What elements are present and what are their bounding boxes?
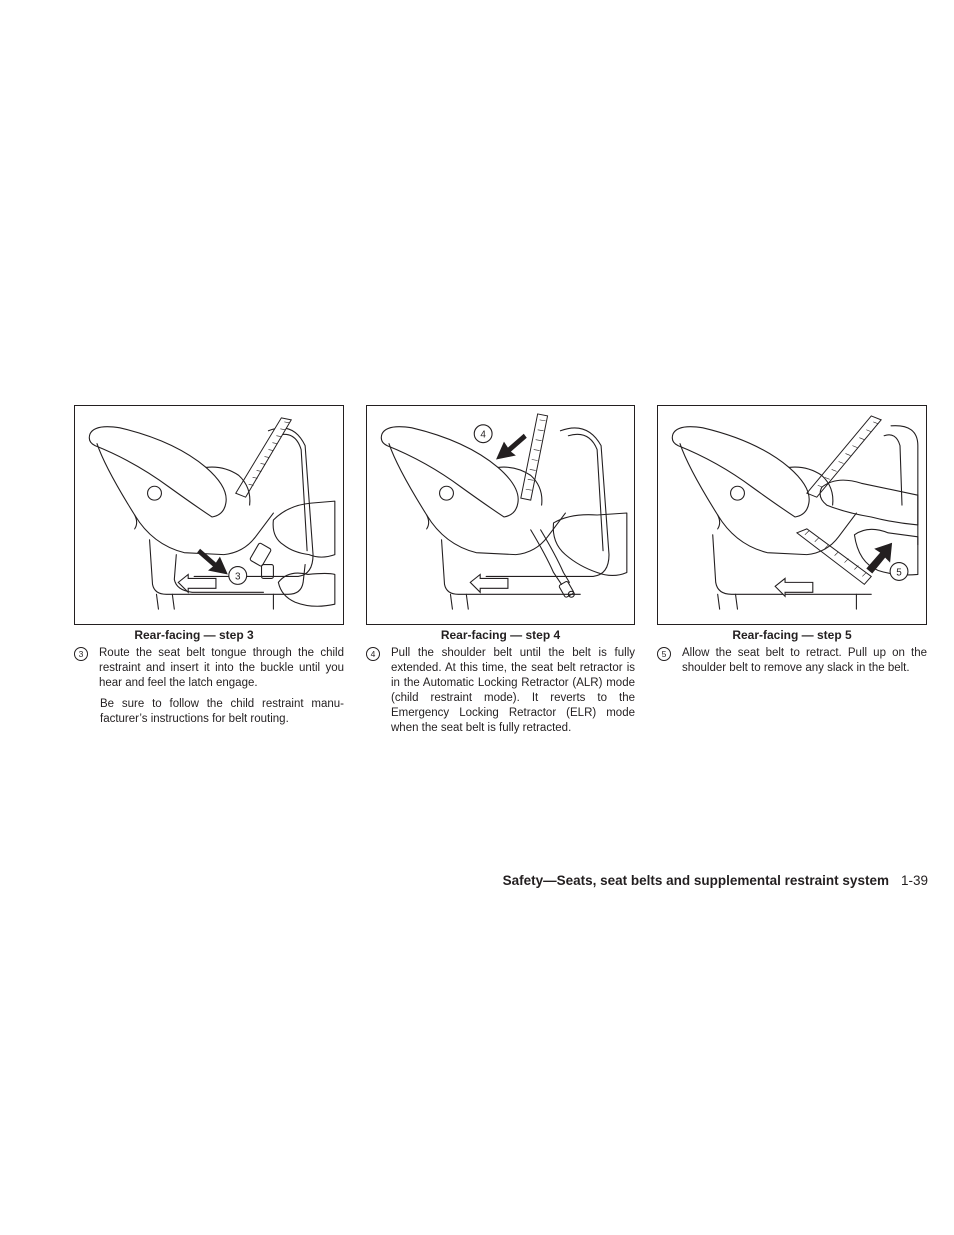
section-title: Safety—Seats, seat belts and supplemental restraint system	[502, 873, 889, 888]
child-seat-shell	[672, 427, 856, 555]
page-number: 1-39	[900, 873, 928, 888]
step-5-text: Allow the seat belt to retract. Pull up on the shoulder belt to remove any slack in the belt.	[682, 647, 927, 674]
step-5-instructions	[657, 646, 927, 676]
step-5-paragraph	[657, 646, 927, 676]
solid-arrow-icon	[496, 434, 527, 460]
belt-buckle	[250, 543, 274, 579]
circled-number-icon: 5	[657, 647, 671, 661]
step-4-text: Pull the shoulder belt until the belt is fully extended. At this time, the seat belt retractor is in the Automatic Locking Retractor (ALR) mode (child restraint mode). It reverts to the Emergency Locking Retractor (ELR) mode when the seat belt is fully retracted.	[391, 647, 635, 734]
illustration-step-5	[658, 406, 926, 624]
figure-caption-step-4: Rear-facing — step 4	[440, 628, 561, 642]
step-callout-5	[890, 563, 908, 581]
step-callout-4	[474, 425, 492, 443]
vehicle-seat-cushion	[442, 540, 581, 609]
outline-arrow-icon	[470, 574, 508, 592]
step-4-paragraph	[366, 646, 635, 736]
illustration-step-3	[75, 406, 343, 624]
step-4-instructions	[366, 646, 635, 736]
figure-step-3	[74, 405, 344, 625]
shoulder-belt	[521, 414, 570, 584]
step-callout-3	[229, 567, 247, 585]
page-footer	[503, 872, 928, 889]
figure-caption-step-3: Rear-facing — step 3	[134, 628, 254, 642]
outline-arrow-icon	[178, 574, 216, 592]
step-3-note: Be sure to follow the child restraint manu-facturer’s instructions for belt routing.	[100, 698, 344, 725]
hand	[273, 501, 335, 606]
svg-text:3: 3	[234, 571, 241, 583]
shoulder-belt	[236, 418, 291, 497]
outline-arrow-icon	[775, 578, 813, 596]
vehicle-seatback	[884, 426, 918, 545]
svg-text:4: 4	[480, 429, 486, 441]
solid-arrow-icon	[866, 543, 892, 574]
circled-number-icon: 4	[366, 647, 380, 661]
hand	[553, 513, 627, 575]
step-3-text: Route the seat belt tongue through the child restraint and insert it into the buckle until you hear and feel the latch engage.	[99, 647, 344, 689]
solid-arrow-icon	[197, 549, 228, 575]
figure-step-5	[657, 405, 927, 625]
svg-text:5: 5	[896, 567, 902, 579]
vehicle-seat-cushion	[150, 540, 306, 609]
figure-caption-step-5: Rear-facing — step 5	[732, 628, 852, 642]
step-3-paragraph	[74, 646, 344, 691]
circled-number-icon: 3	[74, 647, 88, 661]
figure-step-4	[366, 405, 635, 625]
step-3-instructions	[74, 646, 344, 727]
illustration-step-4	[367, 406, 634, 624]
